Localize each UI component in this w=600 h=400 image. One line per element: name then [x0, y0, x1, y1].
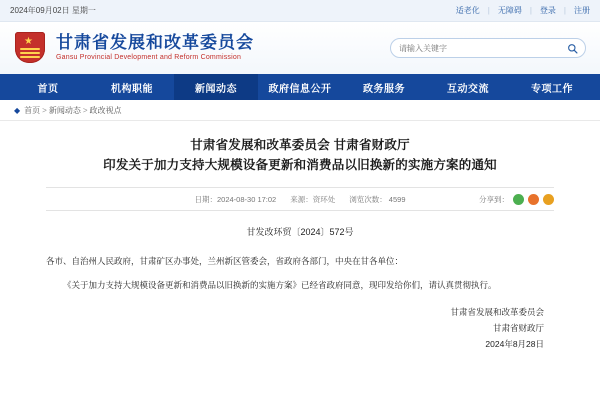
- signature-line-1: 甘肃省发展和改革委员会: [450, 307, 544, 317]
- nav-item-functions[interactable]: 机构职能: [111, 83, 153, 95]
- search-box[interactable]: [390, 38, 586, 58]
- page-title-line2: 印发关于加力支持大规模设备更新和消费品以旧换新的实施方案的通知: [103, 158, 497, 172]
- nav-item-home[interactable]: 首页: [37, 83, 59, 95]
- weibo-share-icon[interactable]: [543, 194, 554, 205]
- share-bar: [479, 194, 554, 205]
- breadcrumb-item-news[interactable]: 新闻动态: [48, 105, 81, 115]
- article-date: 日期：2024-08-30 17:02: [194, 194, 277, 204]
- breadcrumb: [0, 100, 600, 121]
- article-meta-center: [46, 194, 554, 205]
- emblem-star: ★: [24, 36, 33, 47]
- topbar-links: [456, 5, 590, 16]
- signature-line-2: 甘肃省财政厅: [492, 323, 544, 333]
- accessibility-elderly-link[interactable]: 适老化: [455, 6, 480, 15]
- nav-item-interaction[interactable]: 互动交流: [447, 83, 489, 95]
- qq-share-icon[interactable]: [528, 194, 539, 205]
- article-signature: [46, 304, 554, 352]
- search-button[interactable]: [559, 39, 585, 57]
- breadcrumb-separator-2: >: [82, 105, 88, 115]
- document-number: 甘发改环贸〔2024〕572号: [246, 227, 354, 237]
- accessibility-link[interactable]: 无障碍: [497, 6, 522, 15]
- site-title-en: Gansu Provincial Development and Reform Commission: [56, 54, 242, 61]
- share-label: 分享到：: [479, 194, 509, 204]
- search-input[interactable]: [391, 44, 559, 53]
- article-views: 浏览次数： 4599: [349, 194, 406, 204]
- site-title-block: [56, 33, 254, 63]
- breadcrumb-item-current[interactable]: 政改视点: [89, 105, 122, 115]
- nav-item-news[interactable]: 新闻动态: [174, 74, 258, 100]
- home-icon: ◆: [14, 105, 21, 115]
- wechat-share-icon[interactable]: [513, 194, 524, 205]
- page-title: [46, 135, 554, 175]
- article-paragraph-2: 《关于加力支持大规模设备更新和消费品以旧换新的实施方案》已经省政府同意，现印发给你们，请认真贯彻执行。: [63, 280, 497, 290]
- page-title-line1: 甘肃省发展和改革委员会 甘肃省财政厅: [190, 138, 410, 152]
- national-emblem-icon: [12, 31, 48, 65]
- emblem-bars: [20, 48, 40, 58]
- primary-nav: [0, 74, 600, 100]
- signature-line-3: 2024年8月28日: [485, 339, 544, 349]
- nav-item-disclosure[interactable]: 政府信息公开: [268, 83, 332, 95]
- breadcrumb-separator-1: >: [42, 105, 47, 115]
- article: [0, 121, 600, 352]
- article-source: 来源：资环处: [290, 194, 336, 204]
- register-link[interactable]: 注册: [574, 6, 590, 15]
- breadcrumb-item-home[interactable]: 首页: [24, 105, 41, 115]
- nav-item-services[interactable]: 政务服务: [363, 83, 405, 95]
- article-paragraph-1: 各市、自治州人民政府，甘肃矿区办事处，兰州新区管委会，省政府各部门，中央在甘各单位：: [46, 256, 404, 266]
- site-title-cn: 甘肃省发展和改革委员会: [56, 33, 254, 52]
- top-utility-bar: [0, 0, 600, 22]
- nav-item-special-work[interactable]: 专项工作: [531, 83, 573, 95]
- topbar-separator-2: |: [529, 6, 532, 15]
- topbar-separator-1: |: [487, 6, 490, 15]
- login-link[interactable]: 登录: [539, 6, 556, 15]
- article-body: [46, 252, 554, 294]
- site-header: [0, 22, 600, 74]
- topbar-separator-3: |: [563, 6, 566, 15]
- article-meta: [46, 187, 554, 211]
- current-date: 2024年09月02日 星期一: [10, 6, 96, 15]
